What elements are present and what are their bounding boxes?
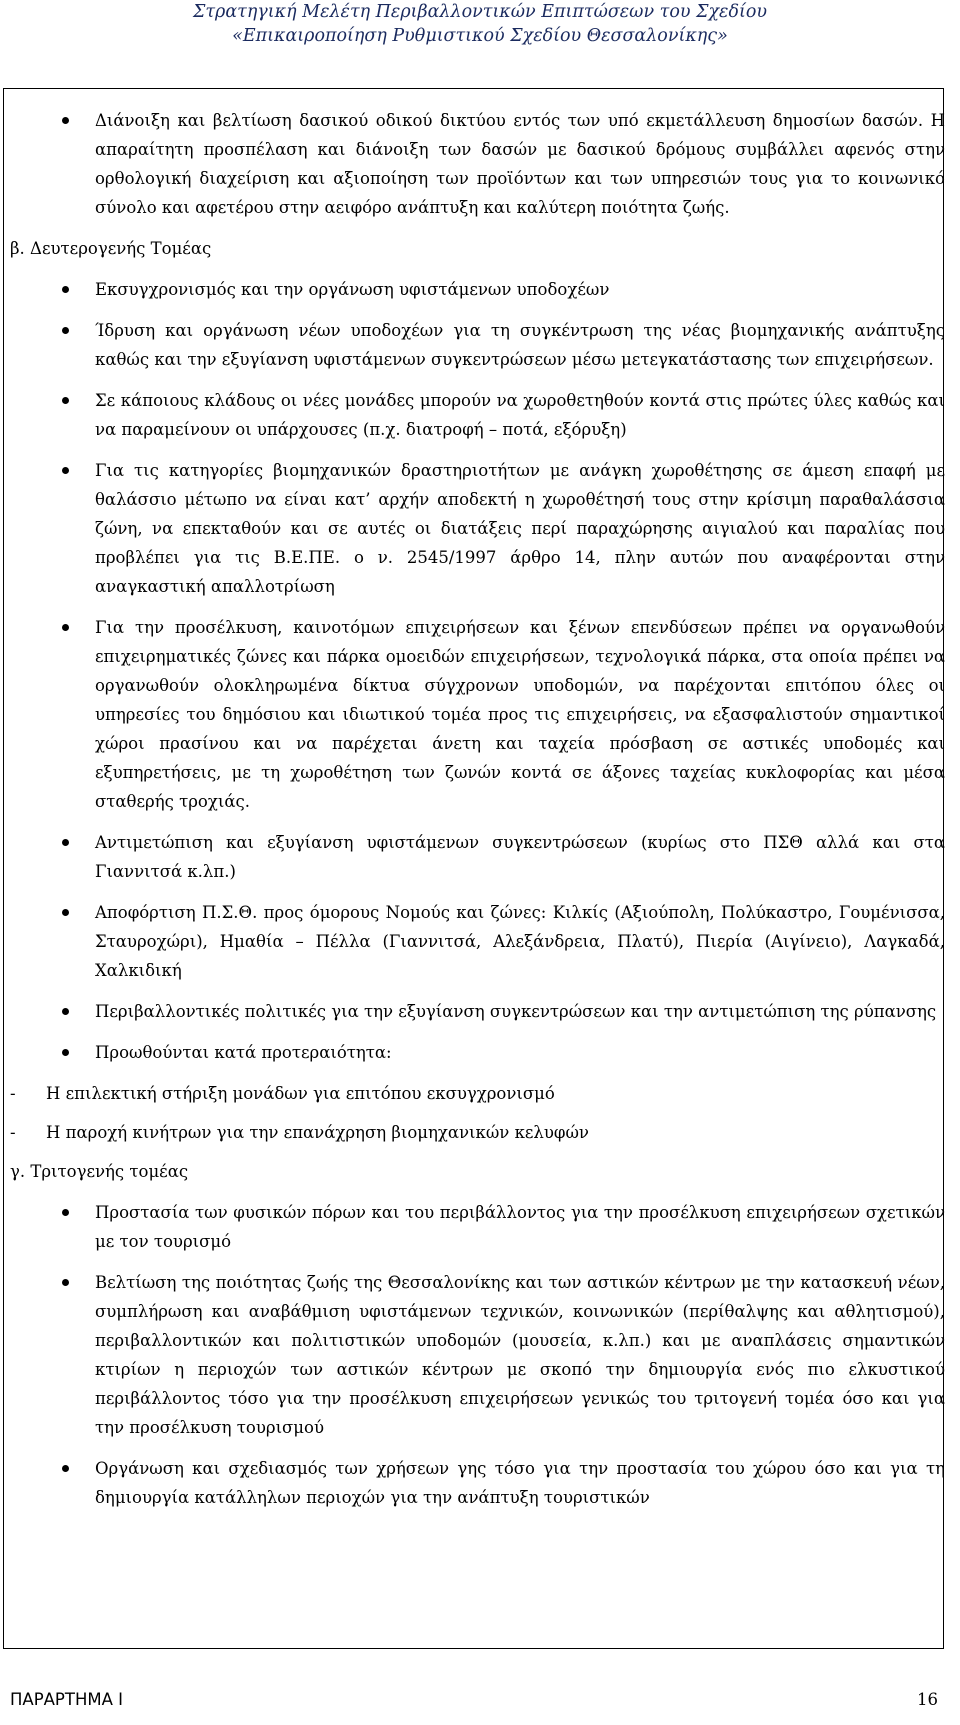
bullet-secondary-5: Για την προσέλκυση, καινοτόμων επιχειρήσεων και ξένων επενδύσεων πρέπει να οργανωθούν επιχειρηματικές ζώνες και πάρκα ομοειδών επιχειρήσεων, τεχνολογικά πάρκα, στα οποία πρέπει να οργανωθούν ολοκληρωμένα δίκτυα σύγχρονων υποδομών, να παρέχονται επιτόπου όλες οι υπηρεσίες του δημόσιου και ιδιωτικού τομέα προς τις επιχειρήσεις, να εξασφαλιστούν σημαντικοί χώροι πρασίνου και να παρέχεται άνετη και ταχεία πρόσβαση σε αστικές υποδομές και εξυπηρετήσεις, με τη χωροθέτηση των ζωνών κοντά σε άξονες ταχείας κυκλοφορίας και μέσα σταθερής τροχιάς. <box>95 613 945 816</box>
bullet-tertiary-3: Οργάνωση και σχεδιασμός των χρήσεων γης τόσο για την προστασία του χώρου όσο και για τη δημιουργία κατάλληλων περιοχών για την ανάπτυξη τουριστικών <box>95 1454 945 1512</box>
section-heading-tertiary: γ. Τριτογενής τομέας <box>10 1162 189 1181</box>
dash-item-text: Η επιλεκτική στήριξη μονάδων για επιτόπου εκσυγχρονισμό <box>46 1084 555 1103</box>
document-header <box>0 0 960 48</box>
bullet-forest-roads: Διάνοιξη και βελτίωση δασικού οδικού δικτύου εντός των υπό εκμετάλλευση δημοσίων δασών. Η απαραίτητη προσπέλαση και διάνοιξη των δασών με δασικού δρόμους συμβάλλει αφενός στην ορθολογική διαχείριση και αξιοποίηση των προϊόντων και των υπηρεσιών τους για το κοινωνικό σύνολο και αφετέρου στην αειφόρο ανάπτυξη και καλύτερη ποιότητα ζωής. <box>95 106 945 222</box>
bullet-secondary-2: Ίδρυση και οργάνωση νέων υποδοχέων για τη συγκέντρωση της νέας βιομηχανικής ανάπτυξης καθώς και την εξυγίανση υφιστάμενων συγκεντρώσεων μέσω μετεγκατάστασης των επιχειρήσεων. <box>95 316 945 374</box>
dash-item-2 <box>10 1118 926 1147</box>
footer-page-number: 16 <box>917 1690 938 1709</box>
section-heading-secondary: β. Δευτερογενής Τομέας <box>10 239 212 258</box>
bullet-secondary-7: Αποφόρτιση Π.Σ.Θ. προς όμορους Νομούς και ζώνες: Κιλκίς (Αξιούπολη, Πολύκαστρο, Γουμένισσα, Σταυροχώρι), Ημαθία – Πέλλα (Γιαννιτσά, Αλεξάνδρεια, Πλατύ), Πιερία (Αιγίνειο), Λαγκαδά, Χαλκιδική <box>95 898 945 985</box>
document-body <box>0 106 960 1524</box>
header-title-line-1: Στρατηγική Μελέτη Περιβαλλοντικών Επιπτώσεων του Σχεδίου <box>192 2 768 22</box>
dash-mark: - <box>10 1123 16 1142</box>
header-title-line-2: «Επικαιροποίηση Ρυθμιστικού Σχεδίου Θεσσαλονίκης» <box>232 26 728 46</box>
bullet-tertiary-2: Βελτίωση της ποιότητας ζωής της Θεσσαλονίκης και των αστικών κέντρων με την κατασκευή νέων, συμπλήρωση και αναβάθμιση υφιστάμενων τεχνικών, κοινωνικών (περίθαλψης και αθλητισμού), περιβαλλοντικών και πολιτιστικών υποδομών (μουσεία, κ.λπ.) και με αναπλάσεις σημαντικών κτιρίων η περιοχών των αστικών κέντρων με σκοπό την δημιουργία ενός πιο ελκυστικού περιβάλλοντος τόσο για την προσέλκυση επιχειρήσεων γενικώς του τριτογενή τομέα όσο και για την προσέλκυση τουρισμού <box>95 1268 945 1442</box>
footer-appendix-label: ΠΑΡΑΡΤΗΜΑ Ι <box>10 1690 124 1709</box>
dash-item-1 <box>10 1079 926 1108</box>
bullet-secondary-6: Αντιμετώπιση και εξυγίανση υφιστάμενων συγκεντρώσεων (κυρίως στο ΠΣΘ αλλά και στα Γιαννιτσά κ.λπ.) <box>95 828 945 886</box>
bullet-secondary-9: Προωθούνται κατά προτεραιότητα: <box>95 1038 945 1067</box>
dash-item-text: Η παροχή κινήτρων για την επανάχρηση βιομηχανικών κελυφών <box>46 1123 589 1142</box>
dash-mark: - <box>10 1084 16 1103</box>
bullet-secondary-4: Για τις κατηγορίες βιομηχανικών δραστηριοτήτων με ανάγκη χωροθέτησης σε άμεση επαφή με θαλάσσιο μέτωπο να είναι κατ’ αρχήν αποδεκτή η χωροθέτησή τους στην κρίσιμη παραθαλάσσια ζώνη, να επεκταθούν και σε αυτές οι διατάξεις περί παραχώρησης αιγιαλού και παραλίας που προβλέπει για τις Β.Ε.ΠΕ. ο ν. 2545/1997 άρθρο 14, πλην αυτών που αναφέρονται στην αναγκαστική απαλλοτρίωση <box>95 456 945 601</box>
bullet-secondary-1: Εκσυγχρονισμός και την οργάνωση υφιστάμενων υποδοχέων <box>95 275 945 304</box>
bullet-tertiary-1: Προστασία των φυσικών πόρων και του περιβάλλοντος για την προσέλκυση επιχειρήσεων σχετικών με τον τουρισμό <box>95 1198 945 1256</box>
bullet-secondary-3: Σε κάποιους κλάδους οι νέες μονάδες μπορούν να χωροθετηθούν κοντά στις πρώτες ύλες καθώς και να παραμείνουν οι υπάρχουσες (π.χ. διατροφή – ποτά, εξόρυξη) <box>95 386 945 444</box>
bullet-secondary-8: Περιβαλλοντικές πολιτικές για την εξυγίανση συγκεντρώσεων και την αντιμετώπιση της ρύπανσης <box>95 997 945 1026</box>
